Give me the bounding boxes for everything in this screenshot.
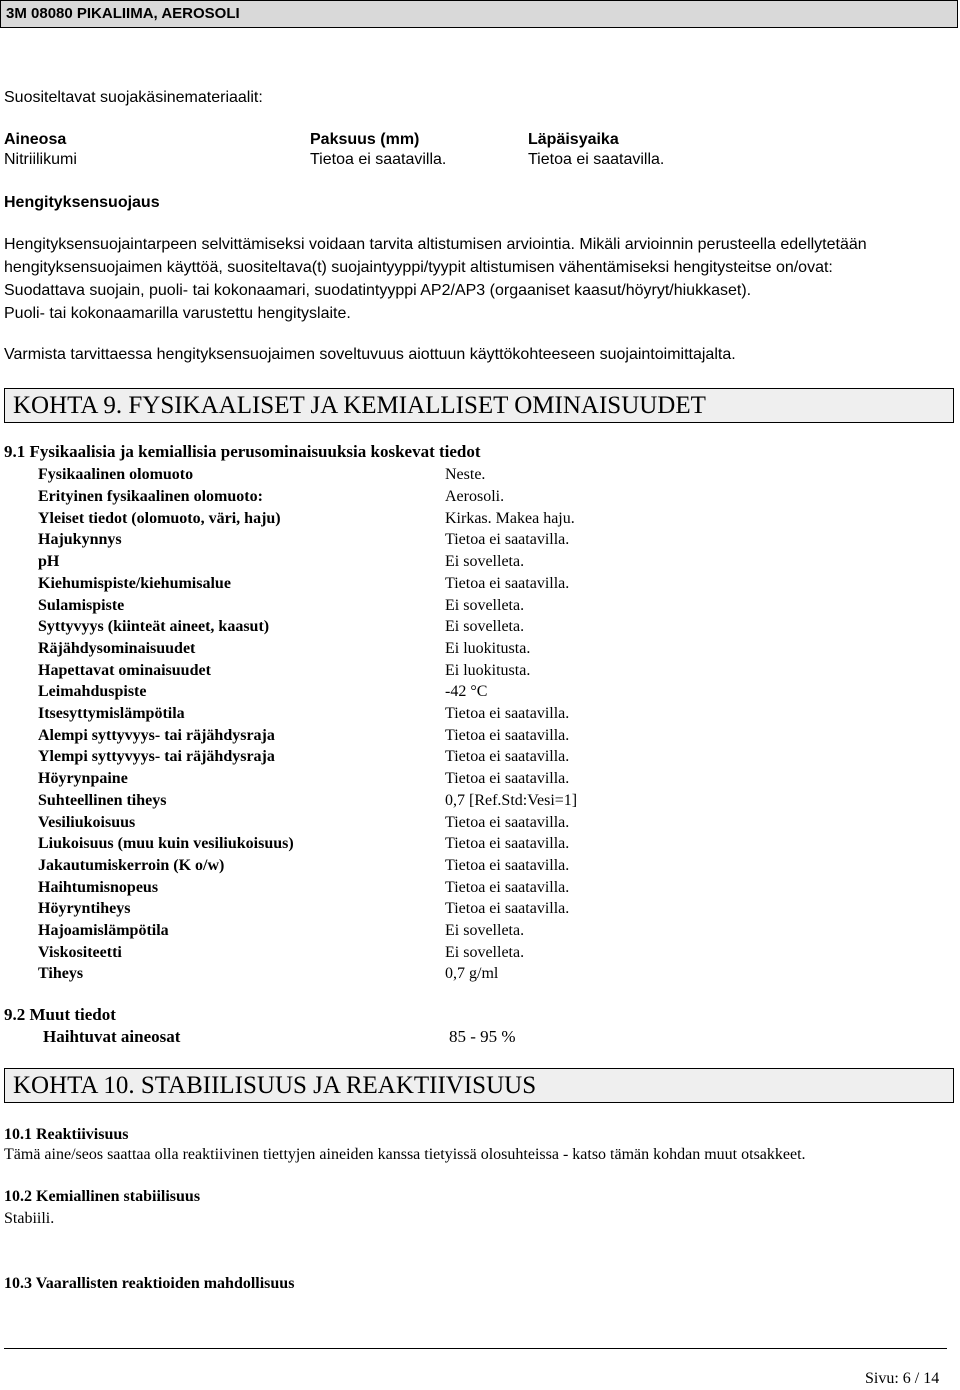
property-value: Ei sovelleta.	[445, 922, 525, 939]
col-header-substance: Aineosa	[4, 131, 67, 148]
volatile-label: Haihtuvat aineosat	[43, 1027, 181, 1046]
property-label: Fysikaalinen olomuoto	[38, 466, 194, 483]
property-value: Ei sovelleta.	[445, 553, 525, 570]
property-value: Ei luokitusta.	[445, 662, 531, 679]
property-value: Tietoa ei saatavilla.	[445, 770, 570, 787]
respiratory-note: Varmista tarvittaessa hengityksensuojaimen soveltuvuus aiottuun käyttökohteeseen suojaintoimittajalta.	[4, 346, 736, 363]
property-label: Jakautumiskerroin (K o/w)	[38, 857, 225, 874]
property-label: Hapettavat ominaisuudet	[38, 662, 211, 679]
col-header-thickness: Paksuus (mm)	[310, 131, 420, 148]
section-9-1-heading: 9.1 Fysikaalisia ja kemiallisia perusominaisuuksia koskevat tiedot	[4, 442, 481, 461]
property-label: Erityinen fysikaalinen olomuoto:	[38, 488, 263, 505]
material-name: Nitriilikumi	[4, 151, 77, 168]
property-label: Ylempi syttyvyys- tai räjähdysraja	[38, 748, 275, 765]
property-label: Höyryntiheys	[38, 900, 131, 917]
property-value: Tietoa ei saatavilla.	[445, 575, 570, 592]
respiratory-line-4: Puoli- tai kokonaamarilla varustettu hengityslaite.	[4, 305, 351, 322]
material-breakthrough: Tietoa ei saatavilla.	[528, 151, 665, 168]
property-value: 0,7 [Ref.Std:Vesi=1]	[445, 792, 578, 809]
property-value: 0,7 g/ml	[445, 965, 499, 982]
section-10-2-heading: 10.2 Kemiallinen stabiilisuus	[4, 1188, 201, 1205]
document-header-bar	[0, 0, 958, 28]
property-label: Liukoisuus (muu kuin vesiliukoisuus)	[38, 835, 294, 852]
respiratory-line-1: Hengityksensuojaintarpeen selvittämiseksi voidaan tarvita altistumisen arviointia. Mikäli arvioinnin perusteella edellytetään	[4, 236, 867, 253]
section-10-1-text: Tämä aine/seos saattaa olla reaktiivinen tiettyjen aineiden kanssa tietyissä olosuhteissa - katso tämän kohdan muut otsakkeet.	[4, 1146, 806, 1163]
property-label: Sulamispiste	[38, 597, 125, 614]
property-label: Yleiset tiedot (olomuoto, väri, haju)	[38, 510, 281, 527]
property-value: Tietoa ei saatavilla.	[445, 879, 570, 896]
property-label: Haihtumisnopeus	[38, 879, 159, 896]
property-value: Tietoa ei saatavilla.	[445, 857, 570, 874]
property-label: Kiehumispiste/kiehumisalue	[38, 575, 231, 592]
property-value: Ei sovelleta.	[445, 597, 525, 614]
section-10-title: KOHTA 10. STABIILISUUS JA REAKTIIVISUUS	[13, 1072, 537, 1099]
property-value: Tietoa ei saatavilla.	[445, 748, 570, 765]
property-label: pH	[38, 553, 60, 570]
section-9-title: KOHTA 9. FYSIKAALISET JA KEMIALLISET OMINAISUUDET	[13, 392, 706, 419]
section-10-2-text: Stabiili.	[4, 1210, 55, 1227]
property-value: Tietoa ei saatavilla.	[445, 531, 570, 548]
property-label: Viskositeetti	[38, 944, 122, 961]
property-value: Ei sovelleta.	[445, 944, 525, 961]
section-10-banner	[4, 1068, 954, 1103]
property-label: Tiheys	[38, 965, 84, 982]
property-value: Tietoa ei saatavilla.	[445, 705, 570, 722]
property-value: Neste.	[445, 466, 486, 483]
property-label: Itsesyttymislämpötila	[38, 705, 185, 722]
respiratory-line-2: hengityksensuojaimen käyttöä, suositeltava(t) suojaintyyppi/tyypit altistumisen vähentämiseksi hengitysteitse on/ovat:	[4, 259, 833, 276]
respiratory-line-3: Suodattava suojain, puoli- tai kokonaamari, suodatintyyppi AP2/AP3 (orgaaniset kaasut/höyryt/hiukkaset).	[4, 282, 752, 299]
property-value: Ei sovelleta.	[445, 618, 525, 635]
property-value: Aerosoli.	[445, 488, 505, 505]
property-value: Tietoa ei saatavilla.	[445, 727, 570, 744]
property-label: Hajukynnys	[38, 531, 122, 548]
section-10-1-heading: 10.1 Reaktiivisuus	[4, 1126, 129, 1143]
page-number: Sivu: 6 / 14	[865, 1370, 940, 1387]
property-value: Tietoa ei saatavilla.	[445, 835, 570, 852]
property-label: Hajoamislämpötila	[38, 922, 169, 939]
property-value: Ei luokitusta.	[445, 640, 531, 657]
property-value: -42 °C	[445, 683, 488, 700]
property-label: Alempi syttyvyys- tai räjähdysraja	[38, 727, 275, 744]
col-header-breakthrough: Läpäisyaika	[528, 131, 619, 148]
section-10-3-heading: 10.3 Vaarallisten reaktioiden mahdollisuus	[4, 1275, 295, 1292]
section-9-2-heading: 9.2 Muut tiedot	[4, 1005, 116, 1024]
property-value: Kirkas. Makea haju.	[445, 510, 575, 527]
material-thickness: Tietoa ei saatavilla.	[310, 151, 447, 168]
gloves-heading: Suositeltavat suojakäsinemateriaalit:	[4, 89, 263, 106]
volatile-value: 85 - 95 %	[449, 1027, 516, 1046]
footer-divider	[4, 1348, 947, 1349]
property-label: Höyrynpaine	[38, 770, 128, 787]
property-label: Vesiliukoisuus	[38, 814, 136, 831]
property-value: Tietoa ei saatavilla.	[445, 814, 570, 831]
property-label: Suhteellinen tiheys	[38, 792, 167, 809]
document-title: 3M 08080 PIKALIIMA, AEROSOLI	[6, 5, 240, 22]
section-9-banner	[4, 388, 954, 423]
property-label: Syttyvyys (kiinteät aineet, kaasut)	[38, 618, 270, 635]
property-label: Leimahduspiste	[38, 683, 147, 700]
property-value: Tietoa ei saatavilla.	[445, 900, 570, 917]
respiratory-heading: Hengityksensuojaus	[4, 194, 160, 211]
property-label: Räjähdysominaisuudet	[38, 640, 196, 657]
